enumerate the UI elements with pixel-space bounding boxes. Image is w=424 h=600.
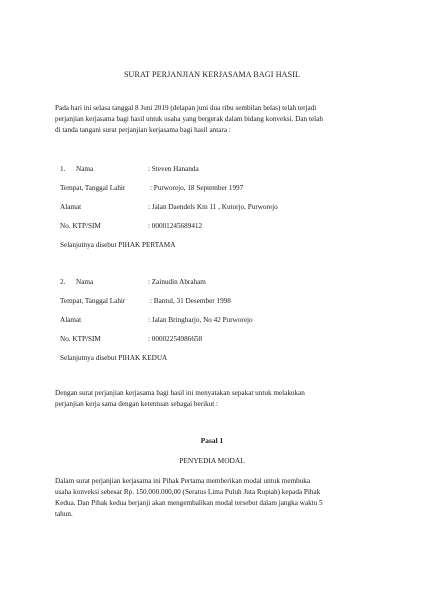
party-1-address-value: : Jalan Daendels Km 11 , Kutorjo, Purworejo	[148, 203, 278, 211]
party-2-name-value: : Zainudin Abraham	[148, 278, 206, 286]
party-1-name-label: Nama	[76, 165, 94, 173]
party-2-ktp-value: : 00002254986658	[148, 335, 203, 343]
agreement-paragraph	[55, 388, 375, 410]
party-2-ttl-value: : Bantul, 31 Desember 1998	[150, 297, 231, 305]
intro-line: perjanjian kerjasama bagi hasil untuk usaha yang bergerak dalam bidang konveksi. Dan telah	[55, 115, 323, 123]
pasal-1-line: Dalam surat perjanjian kerjasama ini Pihak Pertama memberikan modal untuk membuka	[55, 477, 311, 485]
document-title: SURAT PERJANJIAN KERJASAMA BAGI HASIL	[123, 70, 301, 79]
agreement-line: Dengan surat perjanjian kerjasama bagi hasil ini menyatakan sepakat untuk melakukan	[55, 389, 305, 397]
party-2-designation: Selanjutnya disebut PIHAK KEDUA	[60, 354, 168, 362]
party-2-ktp-label: No. KTP/SIM	[60, 335, 101, 343]
party-1-ktp-value: : 00001245689412	[148, 222, 203, 230]
pasal-1-line: tahun.	[55, 510, 73, 518]
party-2-name-label: Nama	[76, 278, 94, 286]
party-2-number: 2.	[60, 278, 66, 286]
intro-paragraph	[55, 103, 375, 136]
party-1-name-value: : Steven Hananda	[148, 165, 199, 173]
party-1-ktp-label: No. KTP/SIM	[60, 222, 101, 230]
party-2-address-value: : Jalan Bringharjo, No 42 Purworejo	[148, 316, 253, 324]
party-1-designation: Selanjutnya disebut PIHAK PERTAMA	[60, 241, 176, 249]
party-1-ttl-value: : Purworejo, 18 September 1997	[150, 184, 244, 192]
intro-line: di tanda tangani surat perjanjian kerjasama bagi hasil antara :	[55, 126, 231, 134]
pasal-1-line: Kedua. Dan Pihak kedua berjanji akan mengembalikan modal tersebut dalam jangka waktu 5	[55, 499, 323, 507]
pasal-1-line: usaha konveksi sebesar Rp. 150.000.000,00 (Seratus Lima Puluh Juta Rupiah) kepada Pihak	[55, 488, 321, 496]
party-2-ttl-label: Tempat, Tanggal Lahir	[60, 297, 126, 305]
party-1-number: 1.	[60, 165, 66, 173]
party-1-address-label: Alamat	[60, 203, 82, 211]
pasal-1-body	[55, 476, 375, 520]
pasal-1-heading: Pasal 1	[200, 436, 224, 445]
agreement-line: perjanjian kerja sama dengan ketentuan sebagai berikut :	[55, 400, 219, 408]
intro-line: Pada hari ini selasa tanggal 8 Juni 2019 (delapan juni dua ribu sembilan belas) telah terjadi	[55, 104, 317, 112]
pasal-1-subheading: PENYEDIA MODAL	[179, 456, 245, 465]
party-1-ttl-label: Tempat, Tanggal Lahir	[60, 184, 126, 192]
party-2-address-label: Alamat	[60, 316, 82, 324]
